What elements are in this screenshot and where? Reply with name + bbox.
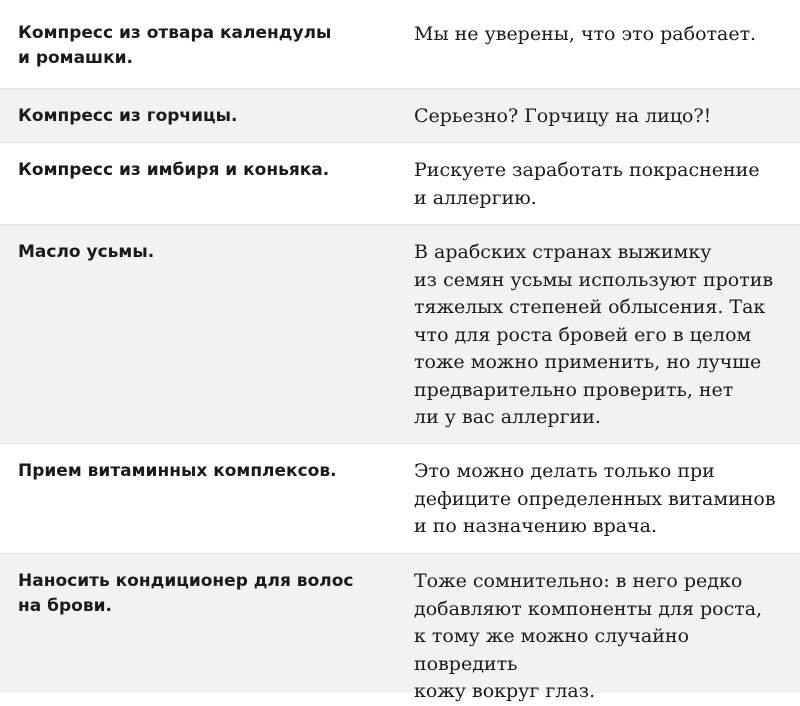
comment-cell: Серьезно? Горчицу на лицо?! <box>414 105 712 127</box>
comment-cell: Мы не уверены, что это работает. <box>414 23 757 45</box>
comment-cell: В арабских странах выжимку из семян усьмы используют против тяжелых степеней облысения. Так что для роста бровей его в целом тоже можно применить, но лучше предварительно проверить, нет ли у вас аллергии. <box>414 241 774 428</box>
remedy-cell: Прием витаминных комплексов. <box>18 461 337 481</box>
table-row <box>0 443 800 553</box>
remedy-cell: Компресс из отвара календулы и ромашки. <box>18 23 332 68</box>
table-row <box>0 0 800 88</box>
table-row <box>0 142 800 224</box>
remedy-cell: Компресс из горчицы. <box>18 106 238 126</box>
table-row <box>0 553 800 702</box>
table-row <box>0 88 800 142</box>
remedy-cell: Масло усьмы. <box>18 242 155 262</box>
remedy-cell: Компресс из имбиря и коньяка. <box>18 160 330 180</box>
comment-cell: Это можно делать только при дефиците определенных витаминов и по назначению врача. <box>414 460 776 537</box>
comment-cell: Тоже сомнительно: в него редко добавляют компоненты для роста, к тому же можно случайно повредить кожу вокруг глаз. <box>414 570 763 702</box>
remedy-cell: Наносить кондиционер для волос на брови. <box>18 571 354 616</box>
comment-cell: Рискуете заработать покраснение и аллергию. <box>414 159 760 209</box>
table-row <box>0 224 800 443</box>
